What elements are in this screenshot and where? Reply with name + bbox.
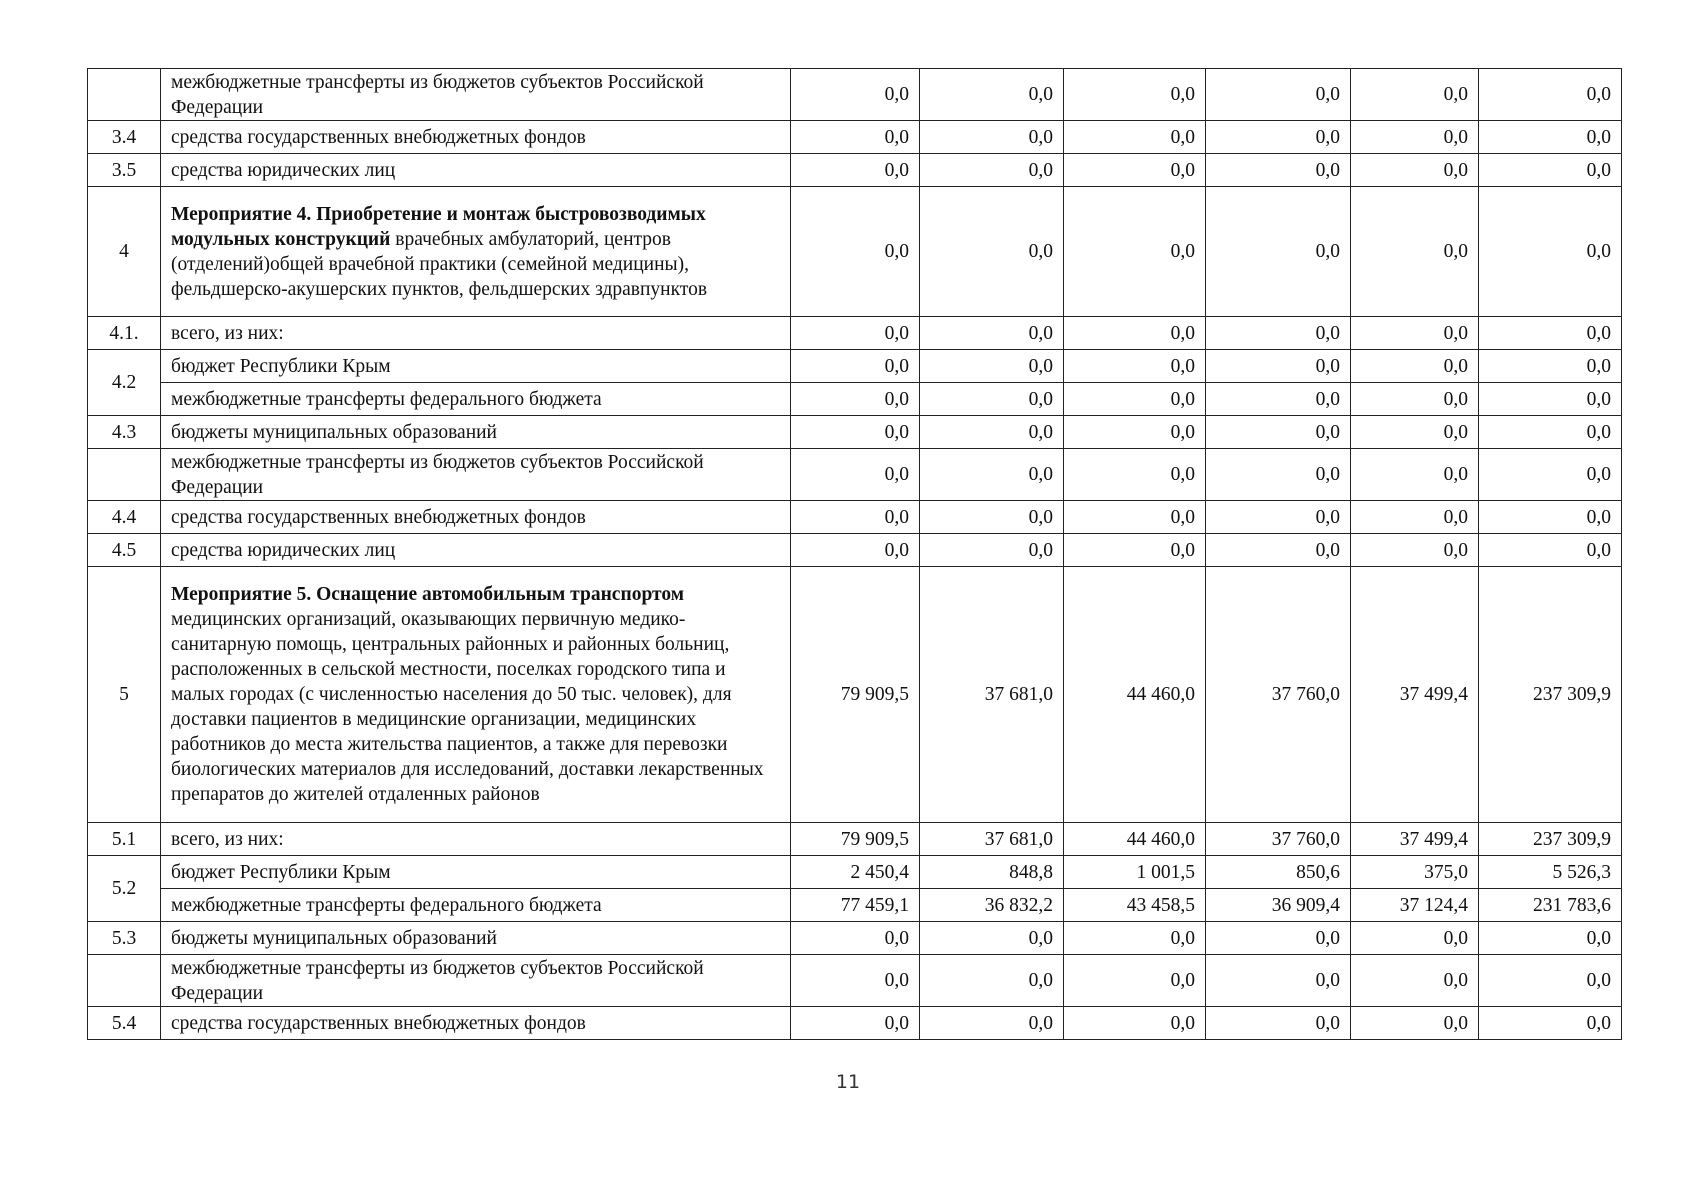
value-cell: 0,0 [1064, 69, 1206, 121]
value-cell: 0,0 [1064, 350, 1206, 383]
row-number: 5.3 [88, 922, 161, 955]
value-cell: 37 681,0 [920, 567, 1064, 823]
value-cell: 0,0 [1206, 350, 1351, 383]
value-cell: 0,0 [1064, 187, 1206, 317]
value-cell: 850,6 [1206, 856, 1351, 889]
value-cell: 36 832,2 [920, 889, 1064, 922]
value-cell: 0,0 [1206, 187, 1351, 317]
value-cell: 0,0 [920, 187, 1064, 317]
value-cell: 0,0 [1479, 383, 1622, 416]
table-row [88, 187, 1622, 317]
value-cell: 1 001,5 [1064, 856, 1206, 889]
value-cell: 0,0 [920, 154, 1064, 187]
value-cell: 0,0 [1064, 1007, 1206, 1040]
row-description: межбюджетные трансферты из бюджетов субъектов Российской Федерации [161, 955, 791, 1007]
row-number: 4.3 [88, 416, 161, 449]
table-body [88, 69, 1622, 1040]
row-number: 4.2 [88, 350, 161, 416]
value-cell: 77 459,1 [791, 889, 920, 922]
value-cell: 0,0 [791, 449, 920, 501]
value-cell: 0,0 [791, 501, 920, 534]
budget-table-container [87, 68, 1621, 1040]
table-row [88, 1007, 1622, 1040]
row-description: средства юридических лиц [161, 534, 791, 567]
value-cell: 0,0 [1351, 449, 1479, 501]
value-cell: 0,0 [1064, 154, 1206, 187]
value-cell: 0,0 [920, 922, 1064, 955]
value-cell: 0,0 [1206, 69, 1351, 121]
table-row [88, 856, 1622, 889]
measure-text: врачебных амбулаторий, центров (отделений)общей врачебной практики (семейной медицины), фельдшерско-акушерских пунктов, фельдшерских здравпунктов [171, 228, 708, 300]
row-description: межбюджетные трансферты федерального бюджета [161, 383, 791, 416]
value-cell: 0,0 [920, 69, 1064, 121]
value-cell: 0,0 [1351, 187, 1479, 317]
value-cell: 0,0 [1064, 501, 1206, 534]
value-cell: 0,0 [1351, 955, 1479, 1007]
value-cell: 0,0 [920, 449, 1064, 501]
value-cell: 0,0 [1479, 922, 1622, 955]
value-cell: 0,0 [1351, 501, 1479, 534]
row-number: 4.5 [88, 534, 161, 567]
row-number: 3.4 [88, 121, 161, 154]
row-number [88, 955, 161, 1007]
row-description: бюджет Республики Крым [161, 350, 791, 383]
value-cell: 375,0 [1351, 856, 1479, 889]
value-cell: 0,0 [1351, 350, 1479, 383]
table-row [88, 350, 1622, 383]
value-cell: 0,0 [1351, 69, 1479, 121]
value-cell: 0,0 [1479, 955, 1622, 1007]
page-number: 11 [835, 1071, 861, 1093]
value-cell: 0,0 [1064, 121, 1206, 154]
row-number: 4.4 [88, 501, 161, 534]
value-cell: 0,0 [1064, 955, 1206, 1007]
value-cell: 0,0 [920, 121, 1064, 154]
value-cell: 0,0 [1206, 534, 1351, 567]
value-cell: 0,0 [1351, 922, 1479, 955]
value-cell: 0,0 [1479, 501, 1622, 534]
row-description: межбюджетные трансферты из бюджетов субъектов Российской Федерации [161, 69, 791, 121]
table-row [88, 955, 1622, 1007]
value-cell: 0,0 [920, 317, 1064, 350]
table-row [88, 449, 1622, 501]
value-cell: 0,0 [1351, 317, 1479, 350]
row-description: бюджеты муниципальных образований [161, 922, 791, 955]
value-cell: 0,0 [791, 383, 920, 416]
value-cell: 0,0 [1064, 922, 1206, 955]
value-cell: 79 909,5 [791, 567, 920, 823]
row-description: бюджет Республики Крым [161, 856, 791, 889]
value-cell: 43 458,5 [1064, 889, 1206, 922]
row-description: межбюджетные трансферты федерального бюджета [161, 889, 791, 922]
measure-text: медицинских организаций, оказывающих первичную медико-санитарную помощь, центральных районных и районных больниц, расположенных в сельской местности, поселках городского типа и малых городах (с численностью населения до 50 тыс. человек), для доставки пациентов в медицинские организации, медицинских работников до места жительства пациентов, а также для перевозки биологических материалов для исследований, доставки лекарственных препаратов до жителей отдаленных районов [171, 609, 764, 805]
value-cell: 37 760,0 [1206, 567, 1351, 823]
row-number: 5.4 [88, 1007, 161, 1040]
value-cell: 79 909,5 [791, 823, 920, 856]
value-cell: 0,0 [1479, 154, 1622, 187]
value-cell: 0,0 [920, 1007, 1064, 1040]
value-cell: 0,0 [1064, 416, 1206, 449]
value-cell: 0,0 [1064, 449, 1206, 501]
measure-title: Мероприятие 5. Оснащение автомобильным транспортом [171, 584, 685, 605]
value-cell: 0,0 [791, 955, 920, 1007]
value-cell: 2 450,4 [791, 856, 920, 889]
value-cell: 0,0 [791, 416, 920, 449]
value-cell: 0,0 [920, 383, 1064, 416]
value-cell: 0,0 [791, 121, 920, 154]
value-cell: 37 681,0 [920, 823, 1064, 856]
value-cell: 0,0 [791, 69, 920, 121]
table-row [88, 889, 1622, 922]
value-cell: 848,8 [920, 856, 1064, 889]
value-cell: 0,0 [1206, 154, 1351, 187]
table-row [88, 501, 1622, 534]
value-cell: 0,0 [1351, 416, 1479, 449]
measure-title: Мероприятие 4. Приобретение и монтаж быстровозводимых модульных конструкций [171, 203, 706, 250]
value-cell: 0,0 [791, 187, 920, 317]
value-cell: 0,0 [1479, 534, 1622, 567]
value-cell: 0,0 [791, 922, 920, 955]
value-cell: 0,0 [1064, 317, 1206, 350]
value-cell: 0,0 [920, 534, 1064, 567]
table-row [88, 534, 1622, 567]
value-cell: 5 526,3 [1479, 856, 1622, 889]
value-cell: 36 909,4 [1206, 889, 1351, 922]
value-cell: 0,0 [1479, 187, 1622, 317]
value-cell: 0,0 [1351, 1007, 1479, 1040]
value-cell: 44 460,0 [1064, 823, 1206, 856]
value-cell: 0,0 [1479, 69, 1622, 121]
value-cell: 0,0 [1479, 121, 1622, 154]
row-description: бюджеты муниципальных образований [161, 416, 791, 449]
value-cell: 0,0 [1206, 317, 1351, 350]
row-description: средства государственных внебюджетных фондов [161, 121, 791, 154]
table-row [88, 317, 1622, 350]
value-cell: 0,0 [1351, 534, 1479, 567]
value-cell: 0,0 [1479, 1007, 1622, 1040]
value-cell: 231 783,6 [1479, 889, 1622, 922]
value-cell: 0,0 [1206, 449, 1351, 501]
value-cell: 0,0 [791, 317, 920, 350]
value-cell: 0,0 [1206, 501, 1351, 534]
value-cell: 0,0 [1479, 449, 1622, 501]
row-description: средства юридических лиц [161, 154, 791, 187]
row-description [161, 187, 791, 317]
table-row [88, 567, 1622, 823]
row-description: средства государственных внебюджетных фондов [161, 501, 791, 534]
value-cell: 37 760,0 [1206, 823, 1351, 856]
row-number: 3.5 [88, 154, 161, 187]
table-row [88, 154, 1622, 187]
value-cell: 37 499,4 [1351, 823, 1479, 856]
row-number: 5.2 [88, 856, 161, 922]
row-description: средства государственных внебюджетных фондов [161, 1007, 791, 1040]
row-number: 5.1 [88, 823, 161, 856]
value-cell: 0,0 [1206, 955, 1351, 1007]
value-cell: 0,0 [920, 350, 1064, 383]
table-row [88, 922, 1622, 955]
value-cell: 0,0 [920, 955, 1064, 1007]
value-cell: 0,0 [791, 154, 920, 187]
row-number: 5 [88, 567, 161, 823]
value-cell: 0,0 [920, 501, 1064, 534]
row-number: 4 [88, 187, 161, 317]
value-cell: 0,0 [1206, 1007, 1351, 1040]
value-cell: 0,0 [791, 534, 920, 567]
value-cell: 0,0 [1351, 121, 1479, 154]
row-description: межбюджетные трансферты из бюджетов субъектов Российской Федерации [161, 449, 791, 501]
value-cell: 0,0 [1206, 416, 1351, 449]
value-cell: 0,0 [1064, 534, 1206, 567]
table-row [88, 416, 1622, 449]
value-cell: 0,0 [1479, 416, 1622, 449]
row-number: 4.1. [88, 317, 161, 350]
value-cell: 37 124,4 [1351, 889, 1479, 922]
value-cell: 0,0 [1206, 121, 1351, 154]
value-cell: 0,0 [920, 416, 1064, 449]
value-cell: 237 309,9 [1479, 823, 1622, 856]
value-cell: 237 309,9 [1479, 567, 1622, 823]
table-row [88, 121, 1622, 154]
row-number [88, 449, 161, 501]
value-cell: 0,0 [791, 1007, 920, 1040]
table-row [88, 823, 1622, 856]
value-cell: 0,0 [1064, 383, 1206, 416]
table-row [88, 69, 1622, 121]
value-cell: 0,0 [1351, 383, 1479, 416]
budget-table [87, 68, 1622, 1040]
value-cell: 0,0 [1351, 154, 1479, 187]
value-cell: 37 499,4 [1351, 567, 1479, 823]
row-description: всего, из них: [161, 317, 791, 350]
value-cell: 0,0 [1479, 317, 1622, 350]
value-cell: 0,0 [1479, 350, 1622, 383]
row-description: всего, из них: [161, 823, 791, 856]
value-cell: 0,0 [791, 350, 920, 383]
table-row [88, 383, 1622, 416]
value-cell: 44 460,0 [1064, 567, 1206, 823]
row-description [161, 567, 791, 823]
row-number [88, 69, 161, 121]
value-cell: 0,0 [1206, 383, 1351, 416]
value-cell: 0,0 [1206, 922, 1351, 955]
